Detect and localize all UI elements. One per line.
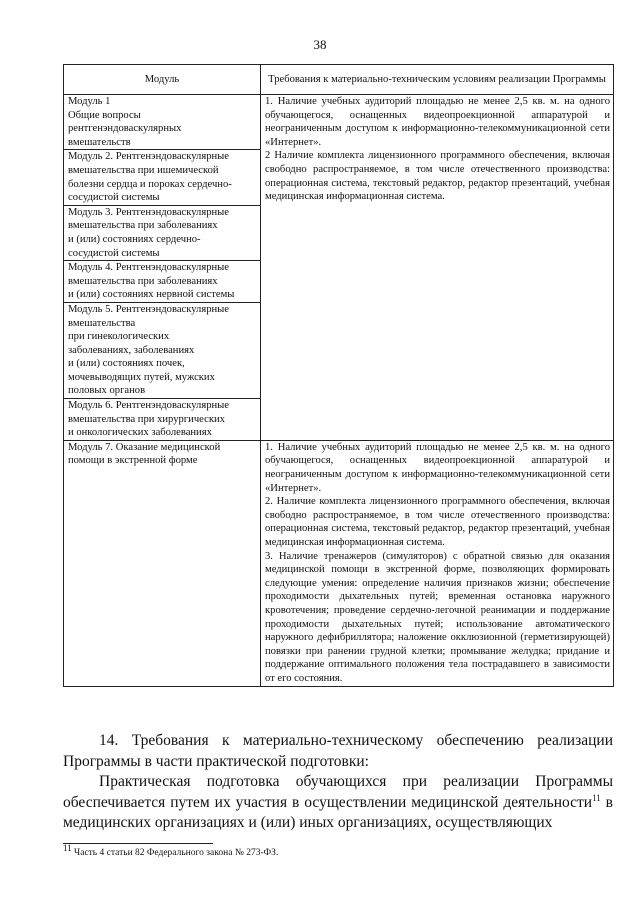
paragraph-end: в медицинских организациях и (или) иных организациях, осуществляющих <box>63 793 614 831</box>
requirements-cell-group2 <box>261 440 614 686</box>
paragraph-start: Практическая подготовка обучающихся при реализации Программы обеспечивается путем их участия в осуществлении медицинской деятельности <box>63 773 613 811</box>
requirement-item: 1. Наличие учебных аудиторий площадью не менее 2,5 кв. м. на одного обучающегося, оснащенных видеопроекционной аппаратурой и неограниченным доступом к информационно-телекоммуникационной сети «Интернет». <box>265 441 610 494</box>
section-14 <box>63 731 613 834</box>
requirement-item: 2 Наличие комплекта лицензионного программного обеспечения, включая свободно распространяемое, в том числе отечественного производства: операционная система, текстовый редактор, редактор презентаций, учебная медицинская информационная система. <box>265 150 610 203</box>
requirement-item: 2. Наличие комплекта лицензионного программного обеспечения, включая свободно распространяемое, в том числе отечественного производства: операционная система, текстовый редактор, редактор презентаций, учебная медицинская информационная система. <box>265 496 610 548</box>
requirement-item: 3. Наличие тренажеров (симуляторов) с обратной связью для оказания медицинской помощи в экстренной форме, позволяющих формировать следующие умения: определение наличия признаков жизни; обеспечение проходимости дыхательных путей; временная остановка наружного кровотечения; проведение сердечно-легочной реанимации и поддержание проходимости дыхательных путей; использование автоматического наружного дефибриллятора; наложение окклюзионной (герметизирующей) повязки при ранении грудной клетки; промывание желудка; придание и поддержание оптимального положения тела пострадавшего в зависимости от его состояния. <box>265 550 610 684</box>
module-cell <box>64 440 261 686</box>
module-6: Модуль 6. Рентгенэндоваскулярные вмешательства при хирургических и онкологических заболеваниях <box>68 400 229 439</box>
module-cell <box>64 302 261 398</box>
footnote <box>63 843 613 859</box>
header-module: Модуль <box>64 65 261 95</box>
module-5: Модуль 5. Рентгенэндоваскулярные вмешательства при гинекологических заболеваниях, заболеваниях и (или) состояниях почек, мочевыводящих путей, мужских половых органов <box>68 303 229 397</box>
module-3: Модуль 3. Рентгенэндоваскулярные вмешательства при заболеваниях и (или) состояниях сердечно- сосудистой системы <box>68 206 229 259</box>
module-4: Модуль 4. Рентгенэндоваскулярные вмешательства при заболеваниях и (или) состояниях нервной системы <box>68 262 235 301</box>
footnote-marker: 11 <box>63 843 72 853</box>
module-cell <box>64 399 261 441</box>
footnote-reference[interactable]: 11 <box>592 792 601 803</box>
module-cell <box>64 261 261 303</box>
section-heading: 14. Требования к материально-техническому обеспечению реализации Программы в части практической подготовки: <box>63 732 613 770</box>
header-requirements: Требования к материально-техническим условиям реализации Программы <box>261 65 614 95</box>
page-number: 38 <box>313 37 327 52</box>
module-7: Модуль 7. Оказание медицинской помощи в экстренной форме <box>68 441 221 467</box>
module-cell <box>64 95 261 150</box>
requirements-cell-group1 <box>261 95 614 441</box>
section-paragraph <box>63 772 613 834</box>
footnote-divider <box>63 843 213 844</box>
requirements-table <box>63 64 614 687</box>
module-1: Модуль 1 Общие вопросы рентгенэндоваскулярных вмешательств <box>68 96 182 148</box>
module-cell <box>64 205 261 260</box>
requirement-item: 1. Наличие учебных аудиторий площадью не менее 2,5 кв. м. на одного обучающегося, оснащенных видеопроекционной аппаратурой и неограниченным доступом к информационно-телекоммуникационной сети «Интернет». <box>265 96 610 148</box>
module-cell <box>64 150 261 205</box>
footnote-text: Часть 4 статьи 82 Федерального закона № 273-ФЗ. <box>71 848 279 859</box>
module-2: Модуль 2. Рентгенэндоваскулярные вмешательства при ишемической болезни сердца и пороках сердечно- сосудистой системы <box>68 151 232 204</box>
